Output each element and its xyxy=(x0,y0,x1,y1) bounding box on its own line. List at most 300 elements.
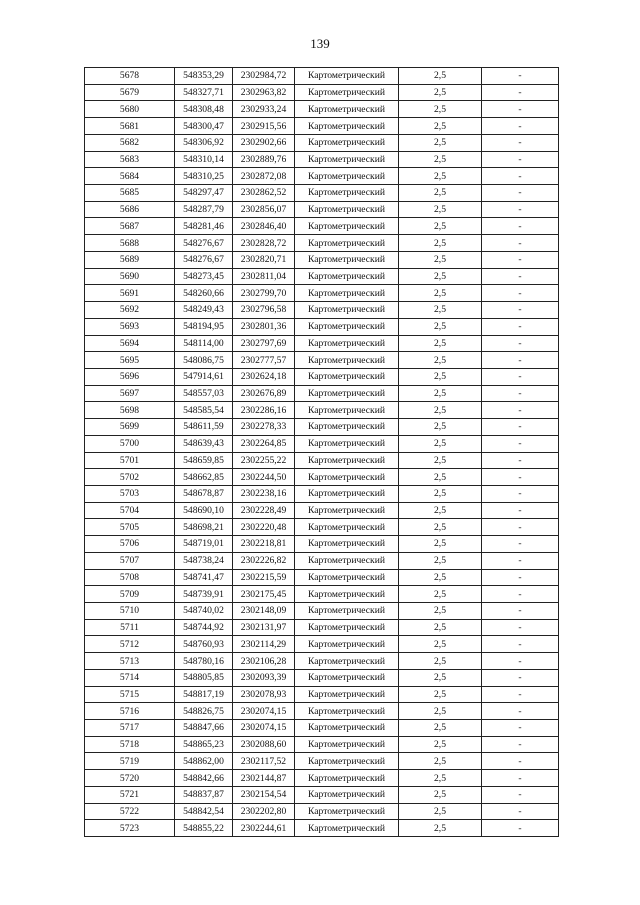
accuracy-cell: 2,5 xyxy=(399,603,482,620)
table-row xyxy=(85,720,559,737)
y-coordinate-cell: 2302828,72 xyxy=(233,235,295,252)
method-cell: Картометрический xyxy=(295,786,399,803)
accuracy-cell: 2,5 xyxy=(399,285,482,302)
accuracy-cell: 2,5 xyxy=(399,452,482,469)
point-number-cell: 5711 xyxy=(85,619,175,636)
description-cell: - xyxy=(482,402,559,419)
table-row xyxy=(85,469,559,486)
accuracy-cell: 2,5 xyxy=(399,686,482,703)
description-cell: - xyxy=(482,519,559,536)
method-cell: Картометрический xyxy=(295,134,399,151)
x-coordinate-cell: 548805,85 xyxy=(175,669,233,686)
table-row xyxy=(85,603,559,620)
y-coordinate-cell: 2302088,60 xyxy=(233,736,295,753)
table-row xyxy=(85,820,559,837)
x-coordinate-cell: 548308,48 xyxy=(175,101,233,118)
accuracy-cell: 2,5 xyxy=(399,519,482,536)
method-cell: Картометрический xyxy=(295,168,399,185)
x-coordinate-cell: 548855,22 xyxy=(175,820,233,837)
accuracy-cell: 2,5 xyxy=(399,552,482,569)
x-coordinate-cell: 548741,47 xyxy=(175,569,233,586)
description-cell: - xyxy=(482,753,559,770)
point-number-cell: 5709 xyxy=(85,586,175,603)
y-coordinate-cell: 2302872,08 xyxy=(233,168,295,185)
point-number-cell: 5698 xyxy=(85,402,175,419)
page-number: 139 xyxy=(310,36,330,51)
x-coordinate-cell: 548114,00 xyxy=(175,335,233,352)
x-coordinate-cell: 548585,54 xyxy=(175,402,233,419)
x-coordinate-cell: 548086,75 xyxy=(175,352,233,369)
point-number-cell: 5696 xyxy=(85,368,175,385)
description-cell: - xyxy=(482,118,559,135)
description-cell: - xyxy=(482,134,559,151)
x-coordinate-cell: 548611,59 xyxy=(175,419,233,436)
y-coordinate-cell: 2302915,56 xyxy=(233,118,295,135)
x-coordinate-cell: 548260,66 xyxy=(175,285,233,302)
point-number-cell: 5689 xyxy=(85,251,175,268)
accuracy-cell: 2,5 xyxy=(399,703,482,720)
point-number-cell: 5681 xyxy=(85,118,175,135)
table-row xyxy=(85,586,559,603)
table-row xyxy=(85,485,559,502)
y-coordinate-cell: 2302148,09 xyxy=(233,603,295,620)
y-coordinate-cell: 2302264,85 xyxy=(233,435,295,452)
y-coordinate-cell: 2302244,61 xyxy=(233,820,295,837)
x-coordinate-cell: 548842,66 xyxy=(175,770,233,787)
y-coordinate-cell: 2302902,66 xyxy=(233,134,295,151)
point-number-cell: 5690 xyxy=(85,268,175,285)
x-coordinate-cell: 548639,43 xyxy=(175,435,233,452)
accuracy-cell: 2,5 xyxy=(399,402,482,419)
method-cell: Картометрический xyxy=(295,820,399,837)
accuracy-cell: 2,5 xyxy=(399,368,482,385)
point-number-cell: 5685 xyxy=(85,185,175,202)
description-cell: - xyxy=(482,285,559,302)
method-cell: Картометрический xyxy=(295,669,399,686)
accuracy-cell: 2,5 xyxy=(399,385,482,402)
x-coordinate-cell: 548327,71 xyxy=(175,84,233,101)
y-coordinate-cell: 2302963,82 xyxy=(233,84,295,101)
table-row xyxy=(85,84,559,101)
table-row xyxy=(85,753,559,770)
table-row xyxy=(85,669,559,686)
description-cell: - xyxy=(482,419,559,436)
y-coordinate-cell: 2302278,33 xyxy=(233,419,295,436)
accuracy-cell: 2,5 xyxy=(399,720,482,737)
point-number-cell: 5713 xyxy=(85,653,175,670)
method-cell: Картометрический xyxy=(295,619,399,636)
point-number-cell: 5688 xyxy=(85,235,175,252)
description-cell: - xyxy=(482,485,559,502)
x-coordinate-cell: 548287,79 xyxy=(175,201,233,218)
table-row xyxy=(85,803,559,820)
point-number-cell: 5718 xyxy=(85,736,175,753)
y-coordinate-cell: 2302114,29 xyxy=(233,636,295,653)
y-coordinate-cell: 2302078,93 xyxy=(233,686,295,703)
point-number-cell: 5682 xyxy=(85,134,175,151)
description-cell: - xyxy=(482,603,559,620)
table-row xyxy=(85,569,559,586)
point-number-cell: 5710 xyxy=(85,603,175,620)
accuracy-cell: 2,5 xyxy=(399,168,482,185)
point-number-cell: 5704 xyxy=(85,502,175,519)
table-row xyxy=(85,218,559,235)
description-cell: - xyxy=(482,686,559,703)
x-coordinate-cell: 548276,67 xyxy=(175,235,233,252)
description-cell: - xyxy=(482,352,559,369)
table-row xyxy=(85,786,559,803)
description-cell: - xyxy=(482,469,559,486)
y-coordinate-cell: 2302131,97 xyxy=(233,619,295,636)
table-row xyxy=(85,352,559,369)
point-number-cell: 5702 xyxy=(85,469,175,486)
method-cell: Картометрический xyxy=(295,636,399,653)
description-cell: - xyxy=(482,101,559,118)
accuracy-cell: 2,5 xyxy=(399,201,482,218)
method-cell: Картометрический xyxy=(295,519,399,536)
y-coordinate-cell: 2302220,48 xyxy=(233,519,295,536)
point-number-cell: 5703 xyxy=(85,485,175,502)
table-row xyxy=(85,251,559,268)
x-coordinate-cell: 548249,43 xyxy=(175,302,233,319)
accuracy-cell: 2,5 xyxy=(399,485,482,502)
point-number-cell: 5721 xyxy=(85,786,175,803)
method-cell: Картометрический xyxy=(295,118,399,135)
table-row xyxy=(85,368,559,385)
table-row xyxy=(85,770,559,787)
point-number-cell: 5720 xyxy=(85,770,175,787)
accuracy-cell: 2,5 xyxy=(399,218,482,235)
accuracy-cell: 2,5 xyxy=(399,235,482,252)
table-row xyxy=(85,502,559,519)
y-coordinate-cell: 2302238,16 xyxy=(233,485,295,502)
method-cell: Картометрический xyxy=(295,84,399,101)
x-coordinate-cell: 548817,19 xyxy=(175,686,233,703)
y-coordinate-cell: 2302676,89 xyxy=(233,385,295,402)
x-coordinate-cell: 548310,25 xyxy=(175,168,233,185)
y-coordinate-cell: 2302244,50 xyxy=(233,469,295,486)
method-cell: Картометрический xyxy=(295,603,399,620)
accuracy-cell: 2,5 xyxy=(399,335,482,352)
point-number-cell: 5699 xyxy=(85,419,175,436)
x-coordinate-cell: 548273,45 xyxy=(175,268,233,285)
point-number-cell: 5692 xyxy=(85,302,175,319)
description-cell: - xyxy=(482,84,559,101)
method-cell: Картометрический xyxy=(295,653,399,670)
accuracy-cell: 2,5 xyxy=(399,786,482,803)
description-cell: - xyxy=(482,636,559,653)
table-body xyxy=(85,68,559,837)
description-cell: - xyxy=(482,185,559,202)
table-row xyxy=(85,168,559,185)
y-coordinate-cell: 2302215,59 xyxy=(233,569,295,586)
method-cell: Картометрический xyxy=(295,218,399,235)
x-coordinate-cell: 548739,91 xyxy=(175,586,233,603)
y-coordinate-cell: 2302218,81 xyxy=(233,536,295,553)
x-coordinate-cell: 548276,67 xyxy=(175,251,233,268)
table-row xyxy=(85,636,559,653)
y-coordinate-cell: 2302202,80 xyxy=(233,803,295,820)
x-coordinate-cell: 548719,01 xyxy=(175,536,233,553)
accuracy-cell: 2,5 xyxy=(399,151,482,168)
accuracy-cell: 2,5 xyxy=(399,736,482,753)
coordinates-table xyxy=(84,67,559,837)
point-number-cell: 5691 xyxy=(85,285,175,302)
point-number-cell: 5697 xyxy=(85,385,175,402)
description-cell: - xyxy=(482,820,559,837)
description-cell: - xyxy=(482,770,559,787)
method-cell: Картометрический xyxy=(295,251,399,268)
description-cell: - xyxy=(482,385,559,402)
accuracy-cell: 2,5 xyxy=(399,586,482,603)
description-cell: - xyxy=(482,201,559,218)
accuracy-cell: 2,5 xyxy=(399,435,482,452)
description-cell: - xyxy=(482,653,559,670)
point-number-cell: 5707 xyxy=(85,552,175,569)
x-coordinate-cell: 548678,87 xyxy=(175,485,233,502)
table-row xyxy=(85,302,559,319)
method-cell: Картометрический xyxy=(295,686,399,703)
method-cell: Картометрический xyxy=(295,151,399,168)
description-cell: - xyxy=(482,435,559,452)
table-row xyxy=(85,452,559,469)
point-number-cell: 5719 xyxy=(85,753,175,770)
y-coordinate-cell: 2302856,07 xyxy=(233,201,295,218)
x-coordinate-cell: 547914,61 xyxy=(175,368,233,385)
accuracy-cell: 2,5 xyxy=(399,803,482,820)
y-coordinate-cell: 2302984,72 xyxy=(233,68,295,85)
y-coordinate-cell: 2302846,40 xyxy=(233,218,295,235)
y-coordinate-cell: 2302255,22 xyxy=(233,452,295,469)
point-number-cell: 5714 xyxy=(85,669,175,686)
description-cell: - xyxy=(482,552,559,569)
table-row xyxy=(85,285,559,302)
point-number-cell: 5683 xyxy=(85,151,175,168)
table-row xyxy=(85,335,559,352)
description-cell: - xyxy=(482,703,559,720)
accuracy-cell: 2,5 xyxy=(399,419,482,436)
y-coordinate-cell: 2302796,58 xyxy=(233,302,295,319)
x-coordinate-cell: 548865,23 xyxy=(175,736,233,753)
point-number-cell: 5722 xyxy=(85,803,175,820)
point-number-cell: 5716 xyxy=(85,703,175,720)
method-cell: Картометрический xyxy=(295,302,399,319)
table-row xyxy=(85,686,559,703)
point-number-cell: 5687 xyxy=(85,218,175,235)
method-cell: Картометрический xyxy=(295,569,399,586)
table-row xyxy=(85,385,559,402)
table-row xyxy=(85,703,559,720)
accuracy-cell: 2,5 xyxy=(399,318,482,335)
accuracy-cell: 2,5 xyxy=(399,302,482,319)
table-row xyxy=(85,435,559,452)
accuracy-cell: 2,5 xyxy=(399,569,482,586)
point-number-cell: 5701 xyxy=(85,452,175,469)
accuracy-cell: 2,5 xyxy=(399,134,482,151)
x-coordinate-cell: 548297,47 xyxy=(175,185,233,202)
method-cell: Картометрический xyxy=(295,201,399,218)
y-coordinate-cell: 2302154,54 xyxy=(233,786,295,803)
point-number-cell: 5680 xyxy=(85,101,175,118)
description-cell: - xyxy=(482,803,559,820)
accuracy-cell: 2,5 xyxy=(399,820,482,837)
table-row xyxy=(85,736,559,753)
table-row xyxy=(85,151,559,168)
accuracy-cell: 2,5 xyxy=(399,251,482,268)
accuracy-cell: 2,5 xyxy=(399,68,482,85)
description-cell: - xyxy=(482,68,559,85)
description-cell: - xyxy=(482,720,559,737)
point-number-cell: 5712 xyxy=(85,636,175,653)
table-row xyxy=(85,185,559,202)
table-row xyxy=(85,552,559,569)
point-number-cell: 5686 xyxy=(85,201,175,218)
method-cell: Картометрический xyxy=(295,552,399,569)
table-row xyxy=(85,419,559,436)
x-coordinate-cell: 548826,75 xyxy=(175,703,233,720)
method-cell: Картометрический xyxy=(295,452,399,469)
y-coordinate-cell: 2302799,70 xyxy=(233,285,295,302)
accuracy-cell: 2,5 xyxy=(399,118,482,135)
x-coordinate-cell: 548842,54 xyxy=(175,803,233,820)
y-coordinate-cell: 2302624,18 xyxy=(233,368,295,385)
table-row xyxy=(85,519,559,536)
y-coordinate-cell: 2302820,71 xyxy=(233,251,295,268)
method-cell: Картометрический xyxy=(295,318,399,335)
point-number-cell: 5684 xyxy=(85,168,175,185)
y-coordinate-cell: 2302226,82 xyxy=(233,552,295,569)
table-row xyxy=(85,201,559,218)
point-number-cell: 5723 xyxy=(85,820,175,837)
description-cell: - xyxy=(482,736,559,753)
accuracy-cell: 2,5 xyxy=(399,352,482,369)
description-cell: - xyxy=(482,335,559,352)
accuracy-cell: 2,5 xyxy=(399,653,482,670)
method-cell: Картометрический xyxy=(295,285,399,302)
method-cell: Картометрический xyxy=(295,770,399,787)
y-coordinate-cell: 2302777,57 xyxy=(233,352,295,369)
table-row xyxy=(85,235,559,252)
method-cell: Картометрический xyxy=(295,419,399,436)
point-number-cell: 5694 xyxy=(85,335,175,352)
accuracy-cell: 2,5 xyxy=(399,84,482,101)
y-coordinate-cell: 2302175,45 xyxy=(233,586,295,603)
method-cell: Картометрический xyxy=(295,385,399,402)
accuracy-cell: 2,5 xyxy=(399,619,482,636)
x-coordinate-cell: 548780,16 xyxy=(175,653,233,670)
table-row xyxy=(85,68,559,85)
y-coordinate-cell: 2302093,39 xyxy=(233,669,295,686)
description-cell: - xyxy=(482,268,559,285)
y-coordinate-cell: 2302144,87 xyxy=(233,770,295,787)
method-cell: Картометрический xyxy=(295,101,399,118)
table-row xyxy=(85,653,559,670)
method-cell: Картометрический xyxy=(295,803,399,820)
accuracy-cell: 2,5 xyxy=(399,536,482,553)
table-row xyxy=(85,134,559,151)
description-cell: - xyxy=(482,151,559,168)
x-coordinate-cell: 548698,21 xyxy=(175,519,233,536)
accuracy-cell: 2,5 xyxy=(399,770,482,787)
description-cell: - xyxy=(482,368,559,385)
method-cell: Картометрический xyxy=(295,736,399,753)
description-cell: - xyxy=(482,218,559,235)
x-coordinate-cell: 548738,24 xyxy=(175,552,233,569)
method-cell: Картометрический xyxy=(295,185,399,202)
description-cell: - xyxy=(482,251,559,268)
method-cell: Картометрический xyxy=(295,502,399,519)
table-row xyxy=(85,402,559,419)
y-coordinate-cell: 2302074,15 xyxy=(233,720,295,737)
x-coordinate-cell: 548306,92 xyxy=(175,134,233,151)
method-cell: Картометрический xyxy=(295,368,399,385)
table-row xyxy=(85,118,559,135)
method-cell: Картометрический xyxy=(295,68,399,85)
point-number-cell: 5695 xyxy=(85,352,175,369)
point-number-cell: 5693 xyxy=(85,318,175,335)
table-row xyxy=(85,101,559,118)
description-cell: - xyxy=(482,168,559,185)
method-cell: Картометрический xyxy=(295,703,399,720)
accuracy-cell: 2,5 xyxy=(399,669,482,686)
y-coordinate-cell: 2302862,52 xyxy=(233,185,295,202)
x-coordinate-cell: 548194,95 xyxy=(175,318,233,335)
description-cell: - xyxy=(482,302,559,319)
method-cell: Картометрический xyxy=(295,586,399,603)
description-cell: - xyxy=(482,586,559,603)
y-coordinate-cell: 2302801,36 xyxy=(233,318,295,335)
description-cell: - xyxy=(482,619,559,636)
x-coordinate-cell: 548353,29 xyxy=(175,68,233,85)
method-cell: Картометрический xyxy=(295,469,399,486)
method-cell: Картометрический xyxy=(295,402,399,419)
accuracy-cell: 2,5 xyxy=(399,753,482,770)
y-coordinate-cell: 2302106,28 xyxy=(233,653,295,670)
accuracy-cell: 2,5 xyxy=(399,469,482,486)
description-cell: - xyxy=(482,235,559,252)
x-coordinate-cell: 548862,00 xyxy=(175,753,233,770)
method-cell: Картометрический xyxy=(295,720,399,737)
description-cell: - xyxy=(482,452,559,469)
method-cell: Картометрический xyxy=(295,352,399,369)
method-cell: Картометрический xyxy=(295,753,399,770)
y-coordinate-cell: 2302228,49 xyxy=(233,502,295,519)
y-coordinate-cell: 2302797,69 xyxy=(233,335,295,352)
accuracy-cell: 2,5 xyxy=(399,268,482,285)
y-coordinate-cell: 2302286,16 xyxy=(233,402,295,419)
table-row xyxy=(85,619,559,636)
method-cell: Картометрический xyxy=(295,435,399,452)
point-number-cell: 5708 xyxy=(85,569,175,586)
x-coordinate-cell: 548690,10 xyxy=(175,502,233,519)
point-number-cell: 5700 xyxy=(85,435,175,452)
x-coordinate-cell: 548557,03 xyxy=(175,385,233,402)
method-cell: Картометрический xyxy=(295,268,399,285)
table-row xyxy=(85,268,559,285)
point-number-cell: 5705 xyxy=(85,519,175,536)
x-coordinate-cell: 548740,02 xyxy=(175,603,233,620)
x-coordinate-cell: 548837,87 xyxy=(175,786,233,803)
description-cell: - xyxy=(482,669,559,686)
method-cell: Картометрический xyxy=(295,485,399,502)
accuracy-cell: 2,5 xyxy=(399,185,482,202)
x-coordinate-cell: 548300,47 xyxy=(175,118,233,135)
accuracy-cell: 2,5 xyxy=(399,101,482,118)
accuracy-cell: 2,5 xyxy=(399,636,482,653)
table-row xyxy=(85,536,559,553)
x-coordinate-cell: 548662,85 xyxy=(175,469,233,486)
description-cell: - xyxy=(482,536,559,553)
